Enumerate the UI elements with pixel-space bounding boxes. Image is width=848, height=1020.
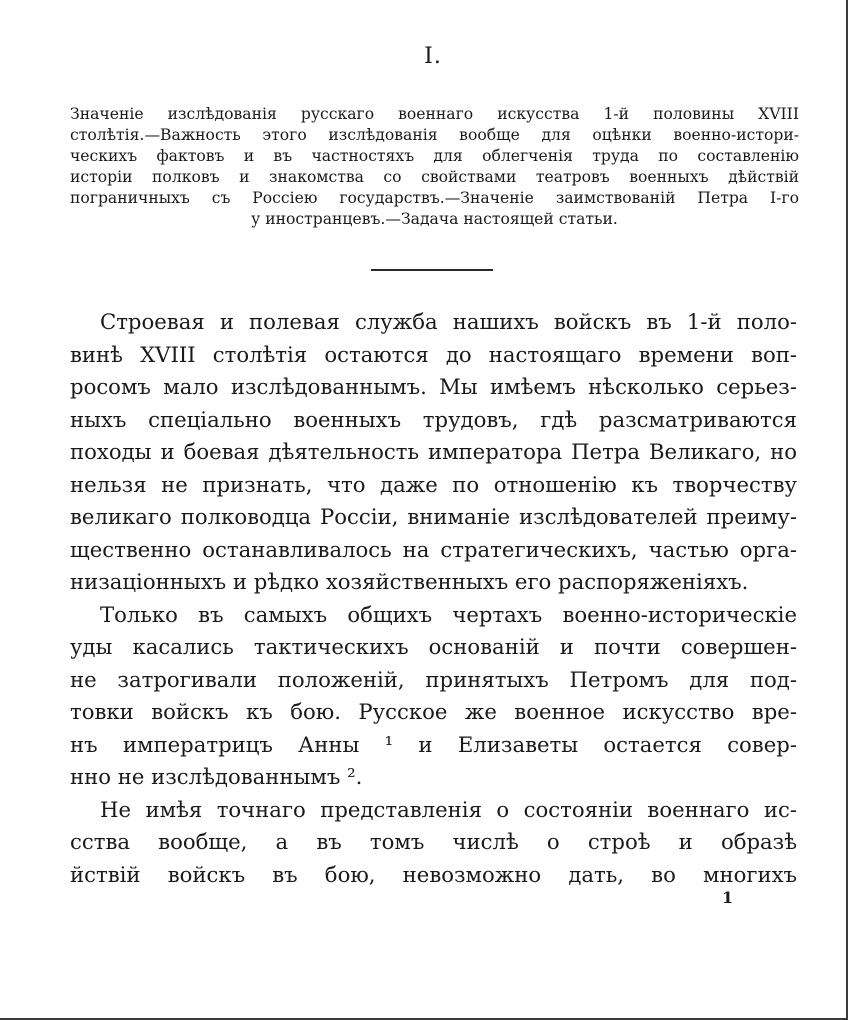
body-text	[70, 306, 797, 891]
paragraph-line: не затрогивали положеній, принятыхъ Петромъ для под-	[70, 666, 797, 692]
paragraph-line: винѣ XVIII столѣтія остаются до настоящаго времени воп-	[70, 341, 797, 367]
paragraph-line: росомъ мало изслѣдованнымъ. Мы имѣемъ нѣсколько серьез-	[70, 374, 797, 399]
paragraph-line: походы и боевая дѣятельность императора Петра Великаго, но	[70, 439, 797, 464]
paragraph-line: низаціонныхъ и рѣдко хозяйственныхъ его распоряженіяхъ.	[70, 569, 749, 594]
summary-line: у иностранцевъ.—Задача настоящей статьи.	[251, 209, 618, 228]
paragraph-line: Только въ самыхъ общихъ чертахъ военно-историческіе	[100, 601, 797, 627]
paragraph-line: нно не изслѣдованнымъ ².	[70, 764, 363, 789]
paragraph-line: йствій войскъ въ бою, невозможно дать, во многихъ	[70, 861, 797, 887]
section-divider	[371, 269, 493, 271]
paragraph-line: товки войскъ къ бою. Русское же военное искусство вре-	[70, 699, 797, 724]
paragraph-line: нъ императрицъ Анны ¹ и Елизаветы остается совер-	[70, 731, 797, 757]
paragraph-line: великаго полководца Россіи, вниманіе изслѣдователей преиму-	[70, 504, 797, 529]
paragraph-line: Не имѣя точнаго представленія о состояніи военнаго ис-	[100, 796, 797, 822]
summary-line: Значеніе изслѣдованія русскаго военнаго искусства 1-й половины XVIII	[70, 105, 799, 123]
paragraph-line: уды касались тактическихъ основаній и почти совершен-	[70, 634, 797, 659]
page-number: 1	[722, 888, 734, 907]
summary-line: исторіи полковъ и знакомства со свойствами театровъ военныхъ дѣйствій	[70, 167, 799, 186]
summary-line: столѣтія.—Важность этого изслѣдованія вообще для оцѣнки военно-истори-	[70, 125, 799, 144]
paragraph-line: нельзя не признать, что даже по отношенію къ творчеству	[70, 471, 797, 497]
paragraph-line: ныхъ спеціально военныхъ трудовъ, гдѣ разсматриваются	[70, 406, 797, 432]
chapter-summary	[70, 104, 799, 229]
summary-line: пограничныхъ съ Россіею государствъ.—Значеніе заимствованій Петра I-го	[70, 188, 799, 207]
paragraph-line: щественно останавливалось на стратегическихъ, частью орга-	[70, 536, 797, 562]
paragraph-line: сства вообще, а въ томъ числѣ о строѣ и образѣ	[70, 829, 797, 854]
chapter-number: I.	[424, 44, 442, 69]
summary-line: ческихъ фактовъ и въ частностяхъ для облегченія труда по составленію	[70, 146, 799, 165]
paragraph-line: Строевая и полевая служба нашихъ войскъ въ 1-й поло-	[100, 309, 797, 334]
